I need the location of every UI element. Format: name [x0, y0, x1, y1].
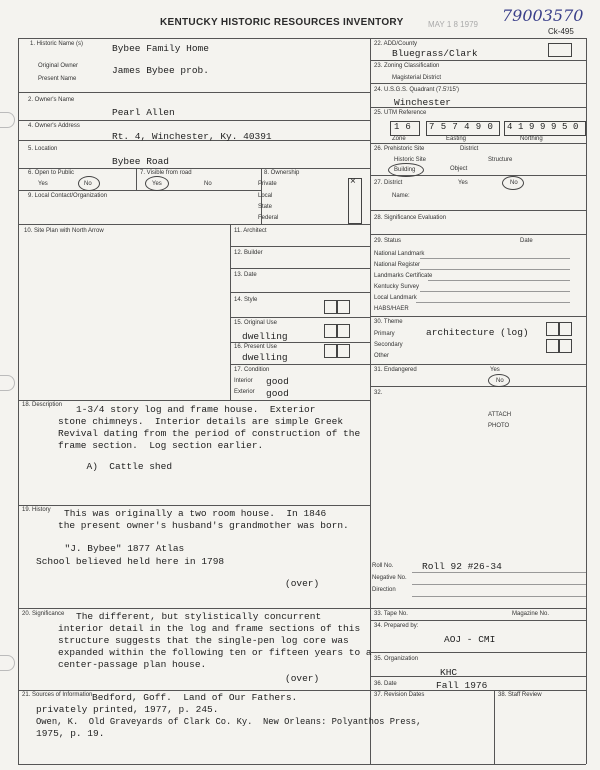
history-line: School believed held here in 1798: [36, 556, 225, 567]
rule: [18, 400, 370, 401]
label-status-date: Date: [520, 238, 533, 244]
label-easting: Easting: [446, 136, 467, 142]
value-location: Bybee Road: [112, 156, 170, 167]
label-kentucky-survey: Kentucky Survey: [374, 284, 420, 290]
rule: [370, 316, 586, 317]
significance-over: (over): [285, 673, 320, 684]
label-architect: 11. Architect: [234, 228, 267, 234]
label-historic-name: 1. Historic Name (s): [30, 41, 84, 47]
rule: [370, 364, 586, 365]
label-revision-dates: 37. Revision Dates: [374, 692, 425, 698]
label-location: 5. Location: [28, 146, 58, 152]
label-exterior: Exterior: [234, 389, 255, 395]
endangered-no-circle: [488, 374, 510, 387]
label-district-yes: Yes: [458, 180, 468, 186]
description-line: frame section. Log section earlier.: [58, 440, 264, 451]
label-direction: Direction: [372, 587, 396, 593]
present-use-box-b: [336, 344, 350, 358]
label-zone: Zone: [392, 136, 406, 142]
label-national-landmark: National Landmark: [374, 251, 425, 257]
rule: [370, 143, 586, 144]
punch-hole-bottom: [0, 655, 15, 671]
label-date: 36. Date: [374, 681, 397, 687]
ownership-check-mark: ×: [350, 176, 356, 187]
value-utm-zone: 16: [394, 122, 417, 132]
label-local: Local: [258, 193, 273, 199]
sources-line: privately printed, 1977, p. 245.: [36, 704, 219, 715]
frame-left: [18, 38, 19, 764]
value-condition-exterior: good: [266, 388, 289, 399]
label-negative-no: Negative No.: [372, 575, 407, 581]
label-national-register: National Register: [374, 262, 421, 268]
rule: [370, 676, 586, 677]
value-present-use: dwelling: [242, 352, 288, 363]
frame-top: [18, 38, 586, 39]
label-significance-evaluation: 28. Significance Evaluation: [374, 215, 447, 221]
value-prepared-by: AOJ - CMI: [444, 634, 496, 645]
label-owners-address: 4. Owner's Address: [28, 123, 80, 129]
value-quadrant: Winchester: [394, 97, 452, 108]
label-historic-site: Historic Site: [394, 157, 427, 163]
label-magisterial-district: Magisterial District: [392, 75, 442, 81]
sources-line: Owen, K. Old Graveyards of Clark Co. Ky. New Orleans: Polyanthos Press,: [36, 717, 422, 727]
label-endangered-no: No: [496, 378, 504, 384]
rule: [136, 168, 137, 190]
rule: [18, 505, 370, 506]
value-owner-address: Rt. 4, Winchester, Ky. 40391: [112, 131, 272, 142]
label-prehistoric-site: 26. Prehistoric Site: [374, 146, 425, 152]
label-staff-review: 38. Staff Review: [498, 692, 542, 698]
label-structure: Structure: [488, 157, 513, 163]
value-theme-primary: architecture (log): [426, 327, 529, 338]
label-open-to-public: 6. Open to Public: [28, 170, 75, 176]
theme-box-d: [558, 339, 572, 353]
value-utm-easting: 757490: [429, 122, 500, 132]
value-original-use: dwelling: [242, 331, 288, 342]
rule: [230, 342, 370, 343]
label-endangered-yes: Yes: [490, 367, 500, 373]
rule: [18, 190, 261, 191]
label-tape-no: 33. Tape No.: [374, 611, 408, 617]
label-visible-no: No: [204, 181, 212, 187]
label-local-contact: 9. Local Contact/Organization: [28, 193, 108, 199]
label-visible-yes: Yes: [152, 181, 162, 187]
description-line: 1-3/4 story log and frame house. Exterior: [76, 404, 316, 415]
rule: [412, 584, 586, 585]
open-no-circle: [78, 176, 100, 191]
value-organization: KHC: [440, 667, 458, 678]
label-site-plan: 10. Site Plan with North Arrow: [24, 228, 104, 234]
label-date-built: 13. Date: [234, 272, 257, 278]
label-northing: Northing: [520, 136, 543, 142]
rule: [230, 317, 370, 318]
label-original-use: 15. Original Use: [234, 320, 278, 326]
description-line: A) Cattle shed: [58, 461, 173, 472]
value-roll-no: Roll 92 #26-34: [422, 561, 502, 572]
received-stamp: MAY 1 8 1979: [428, 20, 478, 29]
label-description: 18. Description: [22, 402, 63, 408]
label-organization: 35. Organization: [374, 656, 419, 662]
rule: [230, 224, 231, 400]
label-building: Building: [394, 167, 416, 173]
significance-line: structure suggests that the single-pen log core was: [58, 635, 349, 646]
rule: [420, 258, 570, 259]
label-open-no: No: [84, 181, 92, 187]
label-usgs-quadrant: 24. U.S.G.S. Quadrant (7.5'/15'): [374, 87, 459, 93]
significance-line: expanded within the following ten or fifteen years to a: [58, 647, 372, 658]
label-other: Other: [374, 353, 390, 359]
theme-box-b: [558, 322, 572, 336]
punch-hole-middle: [0, 375, 15, 391]
value-add-county: Bluegrass/Clark: [392, 48, 478, 59]
history-line: the present owner's husband's grandmother was born.: [58, 520, 349, 531]
label-district: District: [460, 146, 479, 152]
value-date: Fall 1976: [436, 680, 488, 691]
rule: [428, 280, 570, 281]
label-prepared-by: 34. Prepared by:: [374, 623, 419, 629]
label-original-owner: Original Owner: [38, 63, 79, 69]
rule: [230, 268, 370, 269]
label-builder: 12. Builder: [234, 250, 263, 256]
label-condition: 17. Condition: [234, 367, 270, 373]
sources-line: Bedford, Goff. Land of Our Fathers.: [92, 692, 298, 703]
label-federal: Federal: [258, 215, 279, 221]
building-circle: [388, 163, 424, 177]
visible-yes-circle: [145, 176, 169, 191]
label-significance: 20. Significance: [22, 611, 65, 617]
rule: [230, 292, 370, 293]
significance-line: center-passage plan house.: [58, 659, 207, 670]
rule: [18, 120, 370, 121]
orig-use-box-b: [336, 324, 350, 338]
label-magazine-no: Magazine No.: [512, 611, 550, 617]
rule: [420, 269, 570, 270]
punch-hole-top: [0, 112, 15, 128]
label-district-no: No: [510, 180, 518, 186]
description-line: stone chimneys. Interior details are simple Greek: [58, 416, 344, 427]
label-primary: Primary: [374, 331, 395, 337]
significance-line: The different, but stylistically concurrent: [76, 611, 322, 622]
sources-line: 1975, p. 19.: [36, 728, 105, 739]
value-utm-northing: 4199950: [507, 122, 585, 132]
label-present-name: Present Name: [38, 76, 77, 82]
value-original-owner: James Bybee prob.: [112, 65, 209, 76]
rule: [230, 364, 370, 365]
county-code-box: [548, 43, 572, 57]
rule: [494, 690, 495, 764]
label-status: 29. Status: [374, 238, 402, 244]
rule: [370, 652, 586, 653]
district-no-circle: [502, 176, 524, 190]
rule: [370, 210, 586, 211]
label-endangered: 31. Endangered: [374, 367, 417, 373]
label-visible-from-road: 7. Visible from road: [140, 170, 192, 176]
label-owners-name: 2. Owner's Name: [28, 97, 75, 103]
frame-right: [586, 38, 587, 764]
site-code: Ck-495: [548, 27, 574, 36]
rule: [370, 234, 586, 235]
rule: [18, 690, 370, 691]
value-owner-name: Pearl Allen: [112, 107, 175, 118]
label-attach: ATTACH: [488, 412, 512, 418]
rule: [370, 386, 586, 387]
rule: [18, 168, 370, 169]
history-line: This was originally a two room house. In 1846: [64, 508, 327, 519]
rule: [416, 302, 570, 303]
label-open-yes: Yes: [38, 181, 48, 187]
significance-line: interior detail in the log and frame sections of this: [58, 623, 361, 634]
form-title: KENTUCKY HISTORIC RESOURCES INVENTORY: [160, 17, 404, 28]
frame-bottom: [18, 764, 586, 765]
description-line: Revival dating from the period of construction of the: [58, 428, 361, 439]
value-condition-interior: good: [266, 376, 289, 387]
label-secondary: Secondary: [374, 342, 403, 348]
rule: [18, 608, 370, 609]
label-zoning: 23. Zoning Classification: [374, 63, 440, 69]
rule: [370, 608, 586, 609]
style-box-b: [336, 300, 350, 314]
reference-number: 79003570: [502, 6, 584, 25]
label-ownership: 8. Ownership: [264, 170, 300, 176]
rule: [412, 572, 586, 573]
rule: [420, 291, 570, 292]
rule: [230, 246, 370, 247]
label-history: 19. History: [22, 507, 51, 513]
label-state: State: [258, 204, 273, 210]
label-add-county: 22. ADD/County: [374, 41, 418, 47]
rule: [18, 92, 370, 93]
label-interior: Interior: [234, 378, 253, 384]
label-habs: HABS/HAER: [374, 306, 409, 312]
label-district-27: 27. District: [374, 180, 403, 186]
label-theme: 30. Theme: [374, 319, 403, 325]
value-historic-name: Bybee Family Home: [112, 43, 209, 54]
rule: [370, 83, 586, 84]
label-style: 14. Style: [234, 297, 258, 303]
label-present-use: 16. Present Use: [234, 344, 278, 350]
label-district-name: Name:: [392, 193, 410, 199]
label-private: Private: [258, 181, 277, 187]
history-line: "J. Bybee" 1877 Atlas: [36, 543, 185, 554]
rule: [370, 620, 586, 621]
label-utm-reference: 25. UTM Reference: [374, 110, 427, 116]
label-landmarks-certificate: Landmarks Certificate: [374, 273, 433, 279]
history-over: (over): [285, 578, 320, 589]
label-object: Object: [450, 166, 468, 172]
rule: [18, 224, 370, 225]
rule: [370, 60, 586, 61]
label-photo-32: 32.: [374, 390, 383, 396]
label-sources: 21. Sources of Information: [22, 692, 93, 698]
rule: [412, 596, 586, 597]
label-local-landmark: Local Landmark: [374, 295, 417, 301]
label-photo: PHOTO: [488, 423, 510, 429]
label-roll-no: Roll No.: [372, 563, 394, 569]
